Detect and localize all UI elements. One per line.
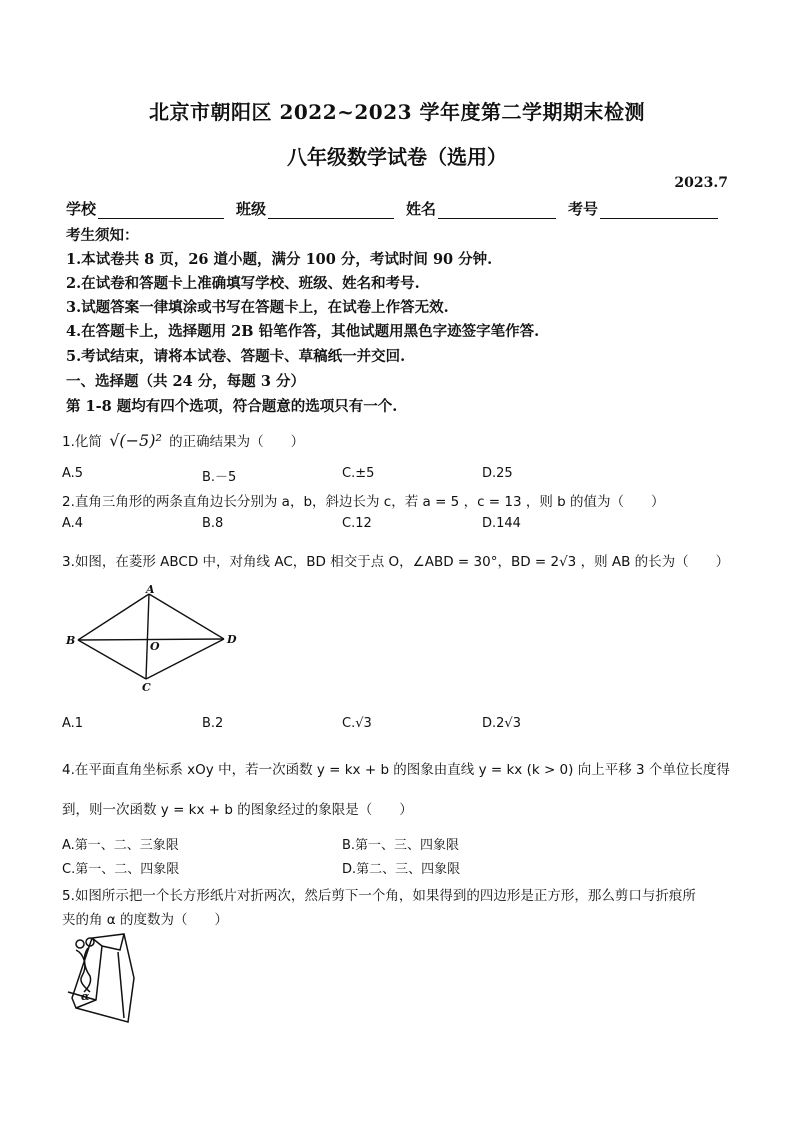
question-2-option-b[interactable]: B.8	[202, 516, 224, 531]
question-2-option-c[interactable]: C.12	[342, 516, 372, 531]
instructions-heading: 考生须知：	[66, 227, 139, 244]
exam-subtitle: 八年级数学试卷（选用）	[287, 145, 507, 169]
question-3-stem: 3.如图，在菱形 ABCD 中，对角线 AC，BD 相交于点 O，∠ABD = 30°，BD = 2√3 ，则 AB 的长为（ ）	[62, 554, 730, 570]
label-b: B	[66, 634, 76, 647]
instruction-item: 2.在试卷和答题卡上准确填写学校、班级、姓名和考号.	[66, 275, 420, 292]
instruction-item: 3.试题答案一律填涂或书写在答题卡上，在试卷上作答无效.	[66, 299, 449, 316]
section-title: 一、选择题（共 24 分，每题 3 分）	[66, 373, 305, 390]
class-input-line[interactable]	[268, 204, 394, 219]
question-1-prefix: 1.化简	[62, 434, 102, 450]
rhombus-side-ab	[78, 594, 149, 640]
question-3-option-c[interactable]: C.√3	[342, 716, 372, 731]
question-4-stem-line-2: 到，则一次函数 y = kx + b 的图象经过的象限是（ ）	[62, 802, 413, 818]
question-1-suffix: 的正确结果为（ ）	[169, 434, 305, 450]
question-4-stem-line-1: 4.在平面直角坐标系 xOy 中，若一次函数 y = kx + b 的图象由直线 y = kx (k > 0) 向上平移 3 个单位长度得	[62, 762, 730, 778]
class-label: 班级	[236, 200, 267, 218]
label-c: C	[142, 681, 151, 694]
instruction-item: 5.考试结束，请将本试卷、答题卡、草稿纸一并交回.	[66, 348, 406, 365]
question-1-option-b[interactable]: B.－5	[202, 470, 237, 485]
rhombus-side-ad	[149, 594, 224, 639]
question-4-option-c[interactable]: C.第一、二、四象限	[62, 862, 180, 877]
exam-no-input-line[interactable]	[600, 204, 718, 219]
question-4-option-d[interactable]: D.第二、三、四象限	[342, 862, 461, 877]
question-1-option-d[interactable]: D.25	[482, 466, 513, 481]
question-3-option-a[interactable]: A.1	[62, 716, 84, 731]
label-a: A	[146, 584, 155, 596]
name-label: 姓名	[406, 200, 437, 218]
question-1-option-a[interactable]: A.5	[62, 466, 84, 481]
folded-paper-figure	[62, 930, 142, 1030]
paper-fold-edge	[118, 952, 124, 1018]
rhombus-figure	[60, 584, 250, 696]
scissors-handle-1	[76, 940, 84, 948]
question-1-stem	[62, 430, 304, 450]
question-1-math: √(−5)²	[109, 431, 162, 450]
question-4-option-b[interactable]: B.第一、三、四象限	[342, 838, 460, 853]
rhombus-side-bc	[78, 640, 146, 679]
name-input-line[interactable]	[438, 204, 556, 219]
diagonal-ac	[146, 594, 149, 679]
label-d: D	[227, 633, 237, 646]
question-2-option-a[interactable]: A.4	[62, 516, 84, 531]
question-2-stem: 2.直角三角形的两条直角边长分别为 a，b，斜边长为 c，若 a = 5 ，c = 13 ，则 b 的值为（ ）	[62, 494, 665, 510]
question-3-option-b[interactable]: B.2	[202, 716, 224, 731]
scissors-blade-1	[76, 950, 90, 992]
alpha-label: α	[81, 990, 90, 1003]
question-2-option-d[interactable]: D.144	[482, 516, 521, 531]
exam-no-label: 考号	[568, 200, 599, 218]
school-input-line[interactable]	[98, 204, 224, 219]
exam-title: 北京市朝阳区 2022~2023 学年度第二学期期末检测	[148, 100, 645, 124]
question-5-stem-line-2: 夹的角 α 的度数为（ ）	[62, 912, 228, 928]
label-o: O	[150, 640, 160, 653]
section-note: 第 1-8 题均有四个选项，符合题意的选项只有一个.	[66, 398, 398, 415]
school-label: 学校	[66, 200, 97, 218]
instruction-item: 1.本试卷共 8 页，26 道小题，满分 100 分，考试时间 90 分钟.	[66, 251, 493, 268]
question-4-option-a[interactable]: A.第一、二、三象限	[62, 838, 179, 853]
question-3-option-d[interactable]: D.2√3	[482, 716, 521, 731]
question-5-stem-line-1: 5.如图所示把一个长方形纸片对折两次，然后剪下一个角，如果得到的四边形是正方形，那么剪口与折痕所	[62, 888, 696, 904]
student-info-fields	[66, 198, 718, 219]
instruction-item: 4.在答题卡上，选择题用 2B 铅笔作答，其他试题用黑色字迹签字笔作答.	[66, 323, 540, 340]
question-1-option-c[interactable]: C.±5	[342, 466, 375, 481]
exam-date: 2023.7	[674, 175, 728, 191]
